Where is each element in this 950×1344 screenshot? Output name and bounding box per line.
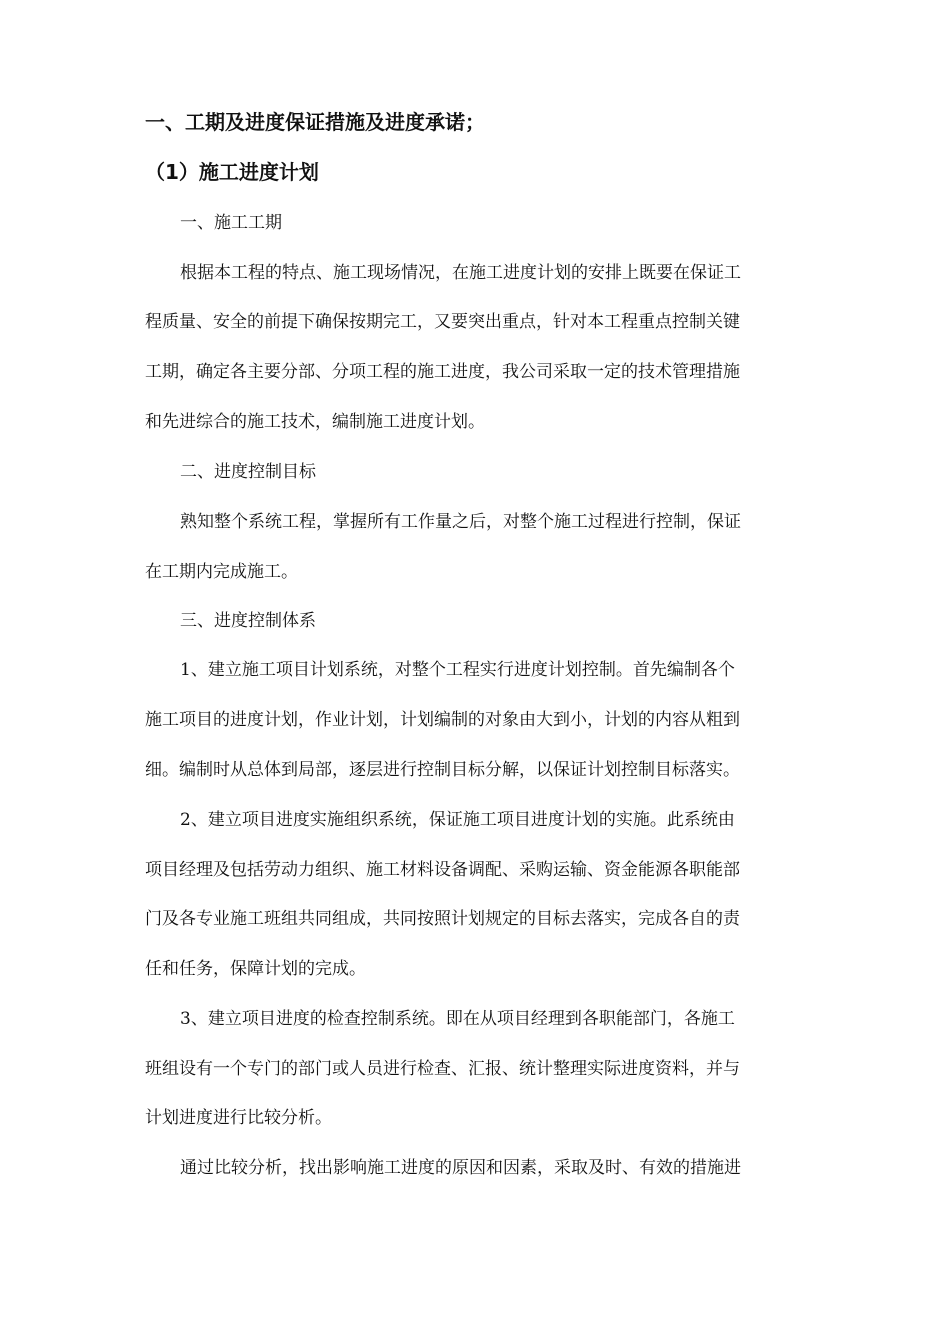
paragraph-line: 和先进综合的施工技术，编制施工进度计划。 [145, 412, 485, 432]
paragraph-line: 班组设有一个专门的部门或人员进行检查、汇报、统计整理实际进度资料，并与 [145, 1059, 740, 1079]
paragraph-heading: 一、施工工期 [180, 213, 282, 233]
paragraph-line: 细。编制时从总体到局部，逐层进行控制目标分解，以保证计划控制目标落实。 [145, 760, 740, 780]
paragraph-line: 程质量、安全的前提下确保按期完工，又要突出重点，针对本工程重点控制关键 [145, 312, 740, 332]
paragraph-line: 门及各专业施工班组共同组成，共同按照计划规定的目标去落实，完成各自的责 [145, 909, 740, 929]
paragraph-line: 工期，确定各主要分部、分项工程的施工进度，我公司采取一定的技术管理措施 [145, 362, 740, 382]
section-heading: 一、工期及进度保证措施及进度承诺； [145, 110, 485, 134]
paragraph-line: 3、建立项目进度的检查控制系统。即在从项目经理到各职能部门，各施工 [180, 1009, 735, 1029]
paragraph-line: 项目经理及包括劳动力组织、施工材料设备调配、采购运输、资金能源各职能部 [145, 860, 740, 880]
paragraph-heading: 三、进度控制体系 [180, 611, 316, 631]
paragraph-line: 1、建立施工项目计划系统，对整个工程实行进度计划控制。首先编制各个 [180, 660, 735, 680]
paragraph-line: 熟知整个系统工程，掌握所有工作量之后，对整个施工过程进行控制，保证 [180, 512, 741, 532]
paragraph-line: 2、建立项目进度实施组织系统，保证施工项目进度计划的实施。此系统由 [180, 810, 735, 830]
paragraph-line: 施工项目的进度计划，作业计划，计划编制的对象由大到小，计划的内容从粗到 [145, 710, 740, 730]
paragraph-line: 根据本工程的特点、施工现场情况，在施工进度计划的安排上既要在保证工 [180, 263, 741, 283]
paragraph-line: 任和任务，保障计划的完成。 [145, 959, 366, 979]
paragraph-line: 通过比较分析，找出影响施工进度的原因和因素，采取及时、有效的措施进 [180, 1158, 741, 1178]
paragraph-line: 计划进度进行比较分析。 [145, 1108, 332, 1128]
paragraph-heading: 二、进度控制目标 [180, 462, 316, 482]
subsection-heading: （1）施工进度计划 [145, 160, 319, 184]
paragraph-line: 在工期内完成施工。 [145, 562, 298, 582]
